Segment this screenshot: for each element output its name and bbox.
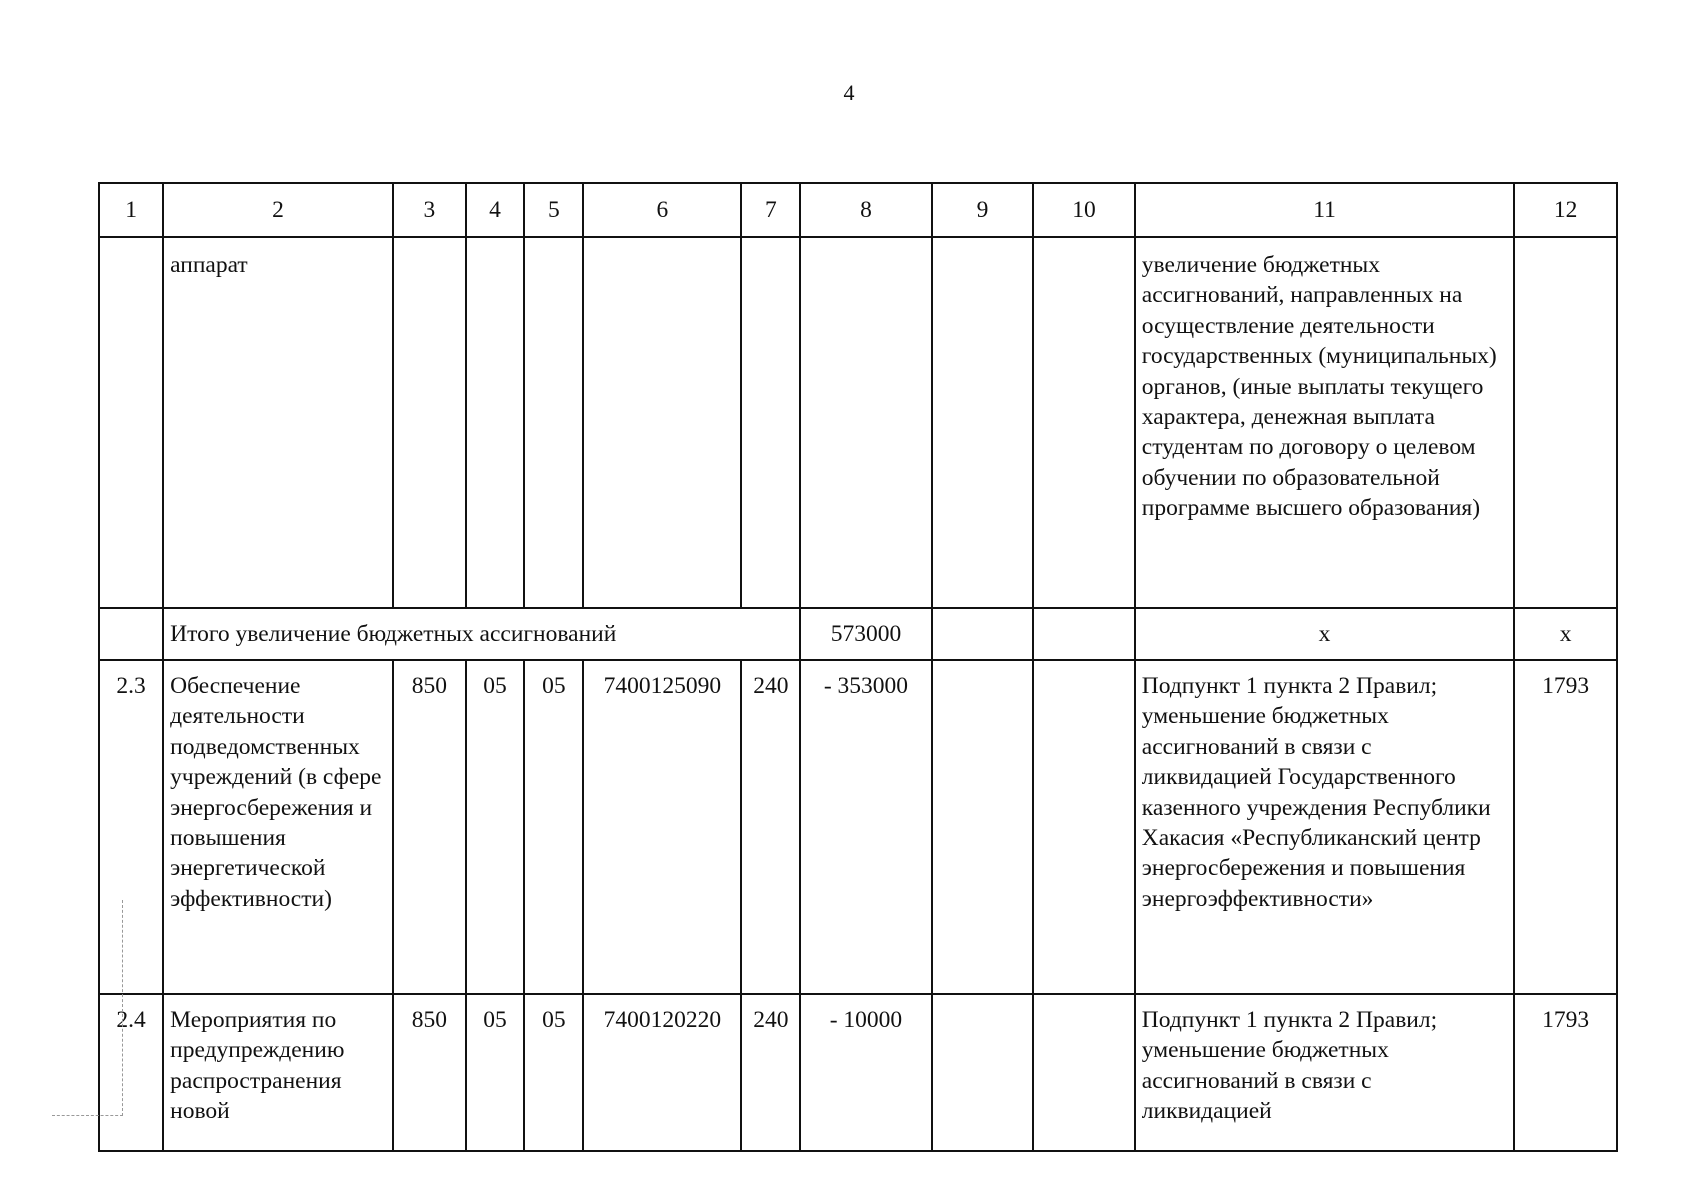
header-cell: 5 [524, 183, 583, 237]
cell-empty [393, 237, 466, 608]
cell-num [99, 237, 163, 608]
cell-empty [932, 660, 1034, 994]
total-label: Итого увеличение бюджетных ассигнований [163, 608, 800, 660]
cell-empty [1033, 237, 1135, 608]
cell-name: Обеспечение деятельности подведомственных учреждений (в сфере энергосбережения и повышения энергетической эффективности) [163, 660, 393, 994]
cell-col7: 240 [741, 994, 800, 1151]
cell-col12: 1793 [1514, 994, 1617, 1151]
cell-empty [932, 608, 1034, 660]
cell-col6: 7400120220 [583, 994, 741, 1151]
cell-amount: - 10000 [800, 994, 931, 1151]
header-cell: 1 [99, 183, 163, 237]
total-col12: х [1514, 608, 1617, 660]
cell-col7: 240 [741, 660, 800, 994]
cell-empty [800, 237, 931, 608]
cell-empty [583, 237, 741, 608]
cell-num: 2.4 [99, 994, 163, 1151]
header-cell: 9 [932, 183, 1034, 237]
cell-col4: 05 [466, 994, 525, 1151]
cell-empty [524, 237, 583, 608]
header-cell: 7 [741, 183, 800, 237]
total-amount: 573000 [800, 608, 931, 660]
table-row [99, 660, 1617, 994]
header-cell: 6 [583, 183, 741, 237]
cell-empty [932, 994, 1034, 1151]
header-cell: 3 [393, 183, 466, 237]
header-cell: 12 [1514, 183, 1617, 237]
cell-empty [932, 237, 1034, 608]
table-row [99, 994, 1617, 1151]
cell-empty [99, 608, 163, 660]
cell-col4: 05 [466, 660, 525, 994]
cell-name: Мероприятия по предупреждению распространения новой [163, 994, 393, 1151]
cell-col3: 850 [393, 994, 466, 1151]
cell-col3: 850 [393, 660, 466, 994]
registration-stamp-image [52, 900, 123, 1116]
cell-empty [1033, 608, 1135, 660]
header-cell: 8 [800, 183, 931, 237]
cell-empty [1033, 660, 1135, 994]
cell-num: 2.3 [99, 660, 163, 994]
table-row [99, 237, 1617, 608]
header-cell: 2 [163, 183, 393, 237]
cell-col12: 1793 [1514, 660, 1617, 994]
cell-justification: увеличение бюджетных ассигнований, направленных на осуществление деятельности государственных (муниципальных) органов, (иные выплаты текущего характера, денежная выплата студентам по договору о целевом обучении по образовательной программе высшего образования) [1135, 237, 1515, 608]
cell-justification: Подпункт 1 пункта 2 Правил; уменьшение бюджетных ассигнований в связи с ликвидацией Государственного казенного учреждения Республики Хакасия «Республиканский центр энергосбережения и повышения энергоэффективности» [1135, 660, 1515, 994]
budget-table [98, 182, 1618, 1152]
cell-name: аппарат [163, 237, 393, 608]
page-number: 4 [843, 80, 855, 105]
cell-empty [741, 237, 800, 608]
cell-col6: 7400125090 [583, 660, 741, 994]
total-row [99, 608, 1617, 660]
header-cell: 10 [1033, 183, 1135, 237]
cell-amount: - 353000 [800, 660, 931, 994]
total-col11: х [1135, 608, 1515, 660]
cell-empty [1033, 994, 1135, 1151]
header-cell: 11 [1135, 183, 1515, 237]
cell-empty [466, 237, 525, 608]
cell-col5: 05 [524, 660, 583, 994]
header-cell: 4 [466, 183, 525, 237]
cell-empty [1514, 237, 1617, 608]
cell-col5: 05 [524, 994, 583, 1151]
table-header-row [99, 183, 1617, 237]
cell-justification: Подпункт 1 пункта 2 Правил; уменьшение бюджетных ассигнований в связи с ликвидацией [1135, 994, 1515, 1151]
